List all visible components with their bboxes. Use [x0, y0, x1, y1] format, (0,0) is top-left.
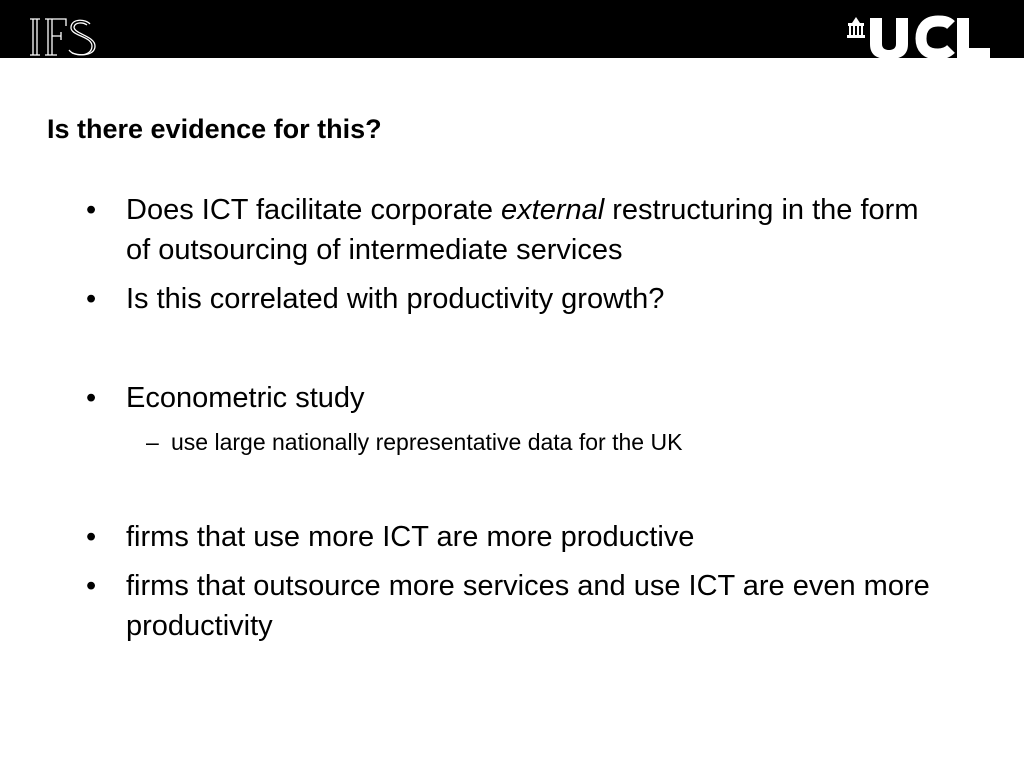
sub-bullet-item — [146, 426, 966, 458]
bullet-text: Econometric study — [126, 382, 365, 414]
bullet-marker: • — [86, 194, 97, 226]
bullet-marker: • — [86, 521, 97, 553]
bullet-marker: • — [86, 570, 97, 602]
sub-bullet-marker: – — [146, 429, 159, 455]
bullet-text: Does ICT facilitate corporate external restructuring in the form of outsourcing of intermediate services — [126, 194, 919, 266]
bullet-item — [86, 190, 946, 270]
bullet-item — [86, 517, 946, 557]
bullet-text: firms that outsource more services and use ICT are even more productivity — [126, 570, 930, 642]
bullet-marker: • — [86, 382, 97, 414]
bullet-item — [86, 378, 946, 418]
slide-title: Is there evidence for this? — [47, 114, 382, 144]
bullet-item — [86, 566, 946, 646]
bullet-item — [86, 279, 946, 319]
bullet-text: Is this correlated with productivity growth? — [126, 283, 665, 315]
bullet-text: firms that use more ICT are more productive — [126, 521, 695, 553]
bullet-marker: • — [86, 283, 97, 315]
sub-bullet-text: use large nationally representative data for the UK — [171, 429, 683, 455]
emphasis-text: external — [501, 194, 605, 226]
